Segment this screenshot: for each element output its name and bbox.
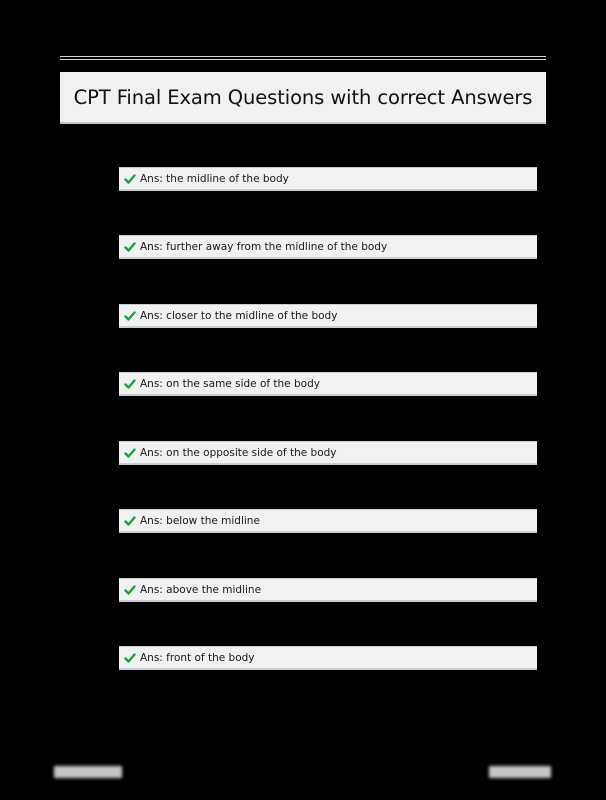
- check-icon: [124, 378, 136, 390]
- check-icon: [124, 241, 136, 253]
- answer-box-5: [119, 441, 537, 465]
- answer-box-4: [119, 372, 537, 396]
- answer-box-3: [119, 304, 537, 328]
- footer-left-blurred: [54, 766, 122, 778]
- answer-text: Ans: front of the body: [140, 651, 255, 664]
- answer-box-2: [119, 235, 537, 259]
- answer-box-8: [119, 646, 537, 670]
- top-rule: [60, 56, 546, 60]
- title-banner: [60, 72, 546, 124]
- answer-box-1: [119, 167, 537, 191]
- answer-text: Ans: on the same side of the body: [140, 377, 320, 390]
- check-icon: [124, 652, 136, 664]
- answer-text: Ans: above the midline: [140, 583, 262, 596]
- check-icon: [124, 447, 136, 459]
- answer-box-7: [119, 578, 537, 602]
- page-title: CPT Final Exam Questions with correct Answers: [73, 85, 533, 109]
- answer-text: Ans: the midline of the body: [140, 172, 289, 185]
- footer-right-blurred: [489, 766, 551, 778]
- answer-text: Ans: closer to the midline of the body: [140, 309, 338, 322]
- answer-box-6: [119, 509, 537, 533]
- check-icon: [124, 584, 136, 596]
- answer-text: Ans: further away from the midline of the body: [140, 240, 388, 253]
- check-icon: [124, 173, 136, 185]
- answer-text: Ans: on the opposite side of the body: [140, 446, 337, 459]
- check-icon: [124, 310, 136, 322]
- check-icon: [124, 515, 136, 527]
- answer-text: Ans: below the midline: [140, 514, 260, 527]
